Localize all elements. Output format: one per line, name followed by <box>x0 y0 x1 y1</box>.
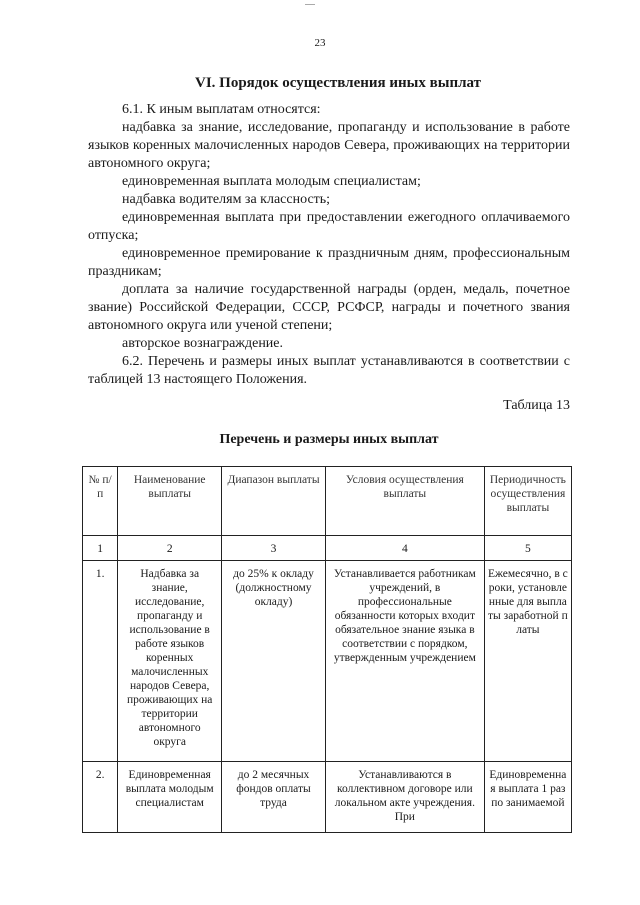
header-period: Периодичность осуществления выплаты <box>484 467 571 536</box>
table-row <box>83 561 572 762</box>
paragraph-item: надбавка за знание, исследование, пропаганду и использование в работе языков коренных малочисленных народов Севера, проживающих на территории автономного округа; <box>88 120 570 171</box>
payments-table <box>82 466 572 833</box>
paragraph-item: авторское вознаграждение. <box>122 336 284 351</box>
paragraph-item: единовременная выплата молодым специалистам; <box>122 174 421 189</box>
row-conditions: Устанавливается работникам учреждений, в профессиональные обязанности которых входит обязательное знание языка в соответствии с порядком, утвержденным учреждением <box>325 561 484 762</box>
header-conditions: Условия осуществления выплаты <box>325 467 484 536</box>
column-number: 4 <box>325 536 484 561</box>
row-conditions: Устанавливаются в коллективном договоре или локальном акте учреждения. При <box>325 762 484 833</box>
header-number: № п/п <box>83 467 118 536</box>
table-row <box>83 762 572 833</box>
table-title: Перечень и размеры иных выплат <box>219 432 439 447</box>
paragraph-item: единовременное премирование к праздничным дням, профессиональным праздникам; <box>88 246 570 279</box>
row-name: Единовременная выплата молодым специалистам <box>118 762 222 833</box>
column-number: 3 <box>222 536 326 561</box>
section-title: VI. Порядок осуществления иных выплат <box>195 75 481 91</box>
scan-mark <box>305 0 315 5</box>
table-header-row <box>83 467 572 536</box>
paragraph-item: доплата за наличие государственной награды (орден, медаль, почетное звание) Российской Федерации, СССР, РСФСР, награды и почетного звания автономного округа или ученой степени; <box>88 282 570 333</box>
row-name: Надбавка за знание, исследование, пропаганду и использование в работе языков коренных малочисленных народов Севера, проживающих на территории автономного округа <box>118 561 222 762</box>
table-caption: Таблица 13 <box>503 398 570 413</box>
row-period: Единовременная выплата 1 раз по занимаемой <box>484 762 571 833</box>
body-text <box>88 101 570 389</box>
paragraph-item: единовременная выплата при предоставлении ежегодного оплачиваемого отпуска; <box>88 210 570 243</box>
column-number: 1 <box>83 536 118 561</box>
column-number: 5 <box>484 536 571 561</box>
header-name: Наименование выплаты <box>118 467 222 536</box>
row-number: 2. <box>83 762 118 833</box>
row-range: до 2 месячных фондов оплаты труда <box>222 762 326 833</box>
row-period: Ежемесячно, в сроки, установленные для выплаты заработной платы <box>484 561 571 762</box>
column-number-row <box>83 536 572 561</box>
row-number: 1. <box>83 561 118 762</box>
paragraph-6-2: 6.2. Перечень и размеры иных выплат устанавливаются в соответствии с таблицей 13 настоящего Положения. <box>88 354 570 387</box>
paragraph-item: надбавка водителям за классность; <box>122 192 331 207</box>
header-range: Диапазон выплаты <box>222 467 326 536</box>
page-number: 23 <box>314 37 326 49</box>
column-number: 2 <box>118 536 222 561</box>
paragraph-6-1: 6.1. К иным выплатам относятся: <box>122 102 321 117</box>
row-range: до 25% к окладу (должностному окладу) <box>222 561 326 762</box>
